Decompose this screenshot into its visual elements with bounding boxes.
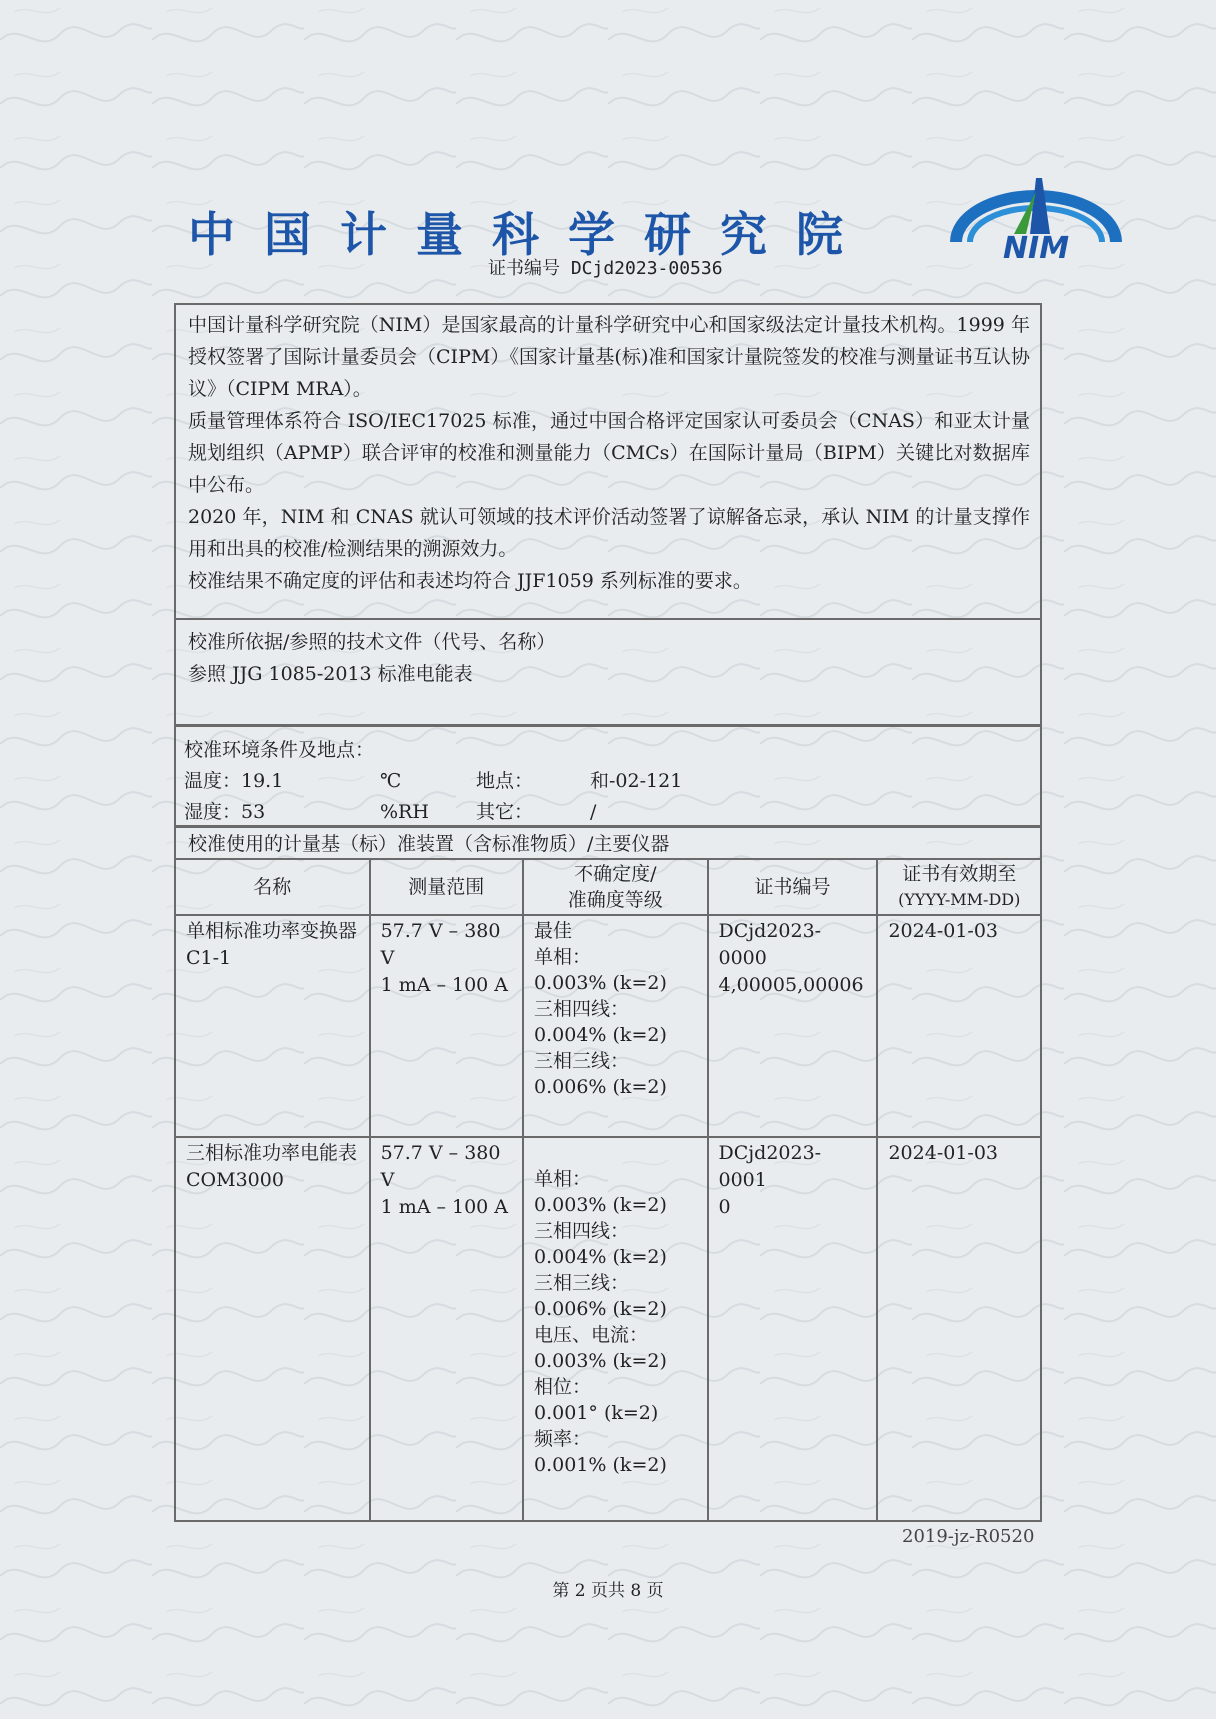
column-header-range: 测量范围 — [370, 859, 523, 915]
certificate-number-cell: DCjd2023-0001 0 — [718, 1142, 822, 1218]
other-value: / — [590, 801, 597, 823]
table-row — [175, 1137, 1041, 1521]
measurement-range: 57.7 V – 380 V 1 mA – 100 A — [380, 1142, 509, 1218]
valid-until-cell: 2024-01-03 — [888, 1142, 999, 1164]
technical-basis-value: 参照 JJG 1085-2013 标准电能表 — [188, 663, 473, 685]
mission-statement — [174, 303, 1042, 619]
equipment-name: 三相标准功率电能表 COM3000 — [186, 1142, 358, 1191]
nim-logo — [950, 172, 1122, 264]
temperature-value: 19.1 — [241, 770, 284, 792]
uncertainty-list: 单相： 0.003% (k=2) 三相四线： 0.004% (k=2) 三相三线： 0.006% (k=2) 电压、电流： 0.003% (k=2) 相位： 0.001° (k=2) 频率： 0.001% (k=2) — [534, 1168, 667, 1476]
equipment-heading: 校准使用的计量基（标）准装置（含标准物质）/主要仪器 — [174, 826, 1042, 860]
svg-text:NIM: NIM — [1002, 231, 1070, 264]
column-header-uncertainty: 不确定度/ 准确度等级 — [523, 859, 707, 915]
location-value: 和-02-121 — [590, 770, 683, 792]
institute-name: 中国计量科学研究院 — [188, 208, 872, 263]
column-header-valid-until: 证书有效期至 (YYYY-MM-DD) — [877, 859, 1041, 915]
mission-paragraph: 质量管理体系符合 ISO/IEC17025 标准，通过中国合格评定国家认可委员会（CNAS）和亚太计量规划组织（APMP）联合评审的校准和测量能力（CMCs）在国际计量局（BIPM）关键比对数据库中公布。 — [188, 410, 1030, 496]
uncertainty-list: 最佳 单相： 0.003% (k=2) 三相四线： 0.004% (k=2) 三相三线： 0.006% (k=2) — [534, 920, 667, 1098]
technical-basis-section — [174, 618, 1042, 726]
valid-until-cell: 2024-01-03 — [888, 920, 999, 942]
measurement-range: 57.7 V – 380 V 1 mA – 100 A — [380, 920, 509, 996]
temperature-unit: ℃ — [380, 770, 402, 792]
table-row — [175, 915, 1041, 1137]
environment-section — [174, 725, 1042, 827]
form-code: 2019-jz-R0520 — [902, 1526, 1035, 1547]
temperature-label: 温度： — [184, 770, 242, 792]
humidity-unit: %RH — [380, 801, 429, 823]
page-number: 第 2 页共 8 页 — [552, 1581, 664, 1601]
mission-paragraph: 中国计量科学研究院（NIM）是国家最高的计量科学研究中心和国家级法定计量技术机构。1999 年授权签署了国际计量委员会（CIPM）《国家计量基(标)准和国家计量院签发的校准与测量证书互认协议》（CIPM MRA）。 — [188, 314, 1030, 400]
certificate-number: 证书编号 DCjd2023-00536 — [488, 258, 723, 279]
column-header-cert-no: 证书编号 — [708, 859, 878, 915]
equipment-table — [174, 858, 1042, 1522]
mission-paragraph: 校准结果不确定度的评估和表述均符合 JJF1059 系列标准的要求。 — [188, 570, 752, 592]
other-label: 其它： — [476, 801, 534, 823]
humidity-value: 53 — [241, 801, 266, 823]
mission-paragraph: 2020 年，NIM 和 CNAS 就认可领域的技术评价活动签署了谅解备忘录，承认 NIM 的计量支撑作用和出具的校准/检测结果的溯源效力。 — [188, 506, 1030, 560]
humidity-label: 湿度： — [184, 801, 242, 823]
location-label: 地点： — [476, 770, 534, 792]
equipment-name: 单相标准功率变换器 C1-1 — [186, 920, 358, 969]
technical-basis-label: 校准所依据/参照的技术文件（代号、名称） — [188, 631, 556, 653]
column-header-name: 名称 — [175, 859, 370, 915]
environment-label: 校准环境条件及地点： — [184, 739, 375, 761]
certificate-number-cell: DCjd2023-0000 4,00005,00006 — [718, 920, 864, 996]
table-header-row — [175, 859, 1041, 915]
